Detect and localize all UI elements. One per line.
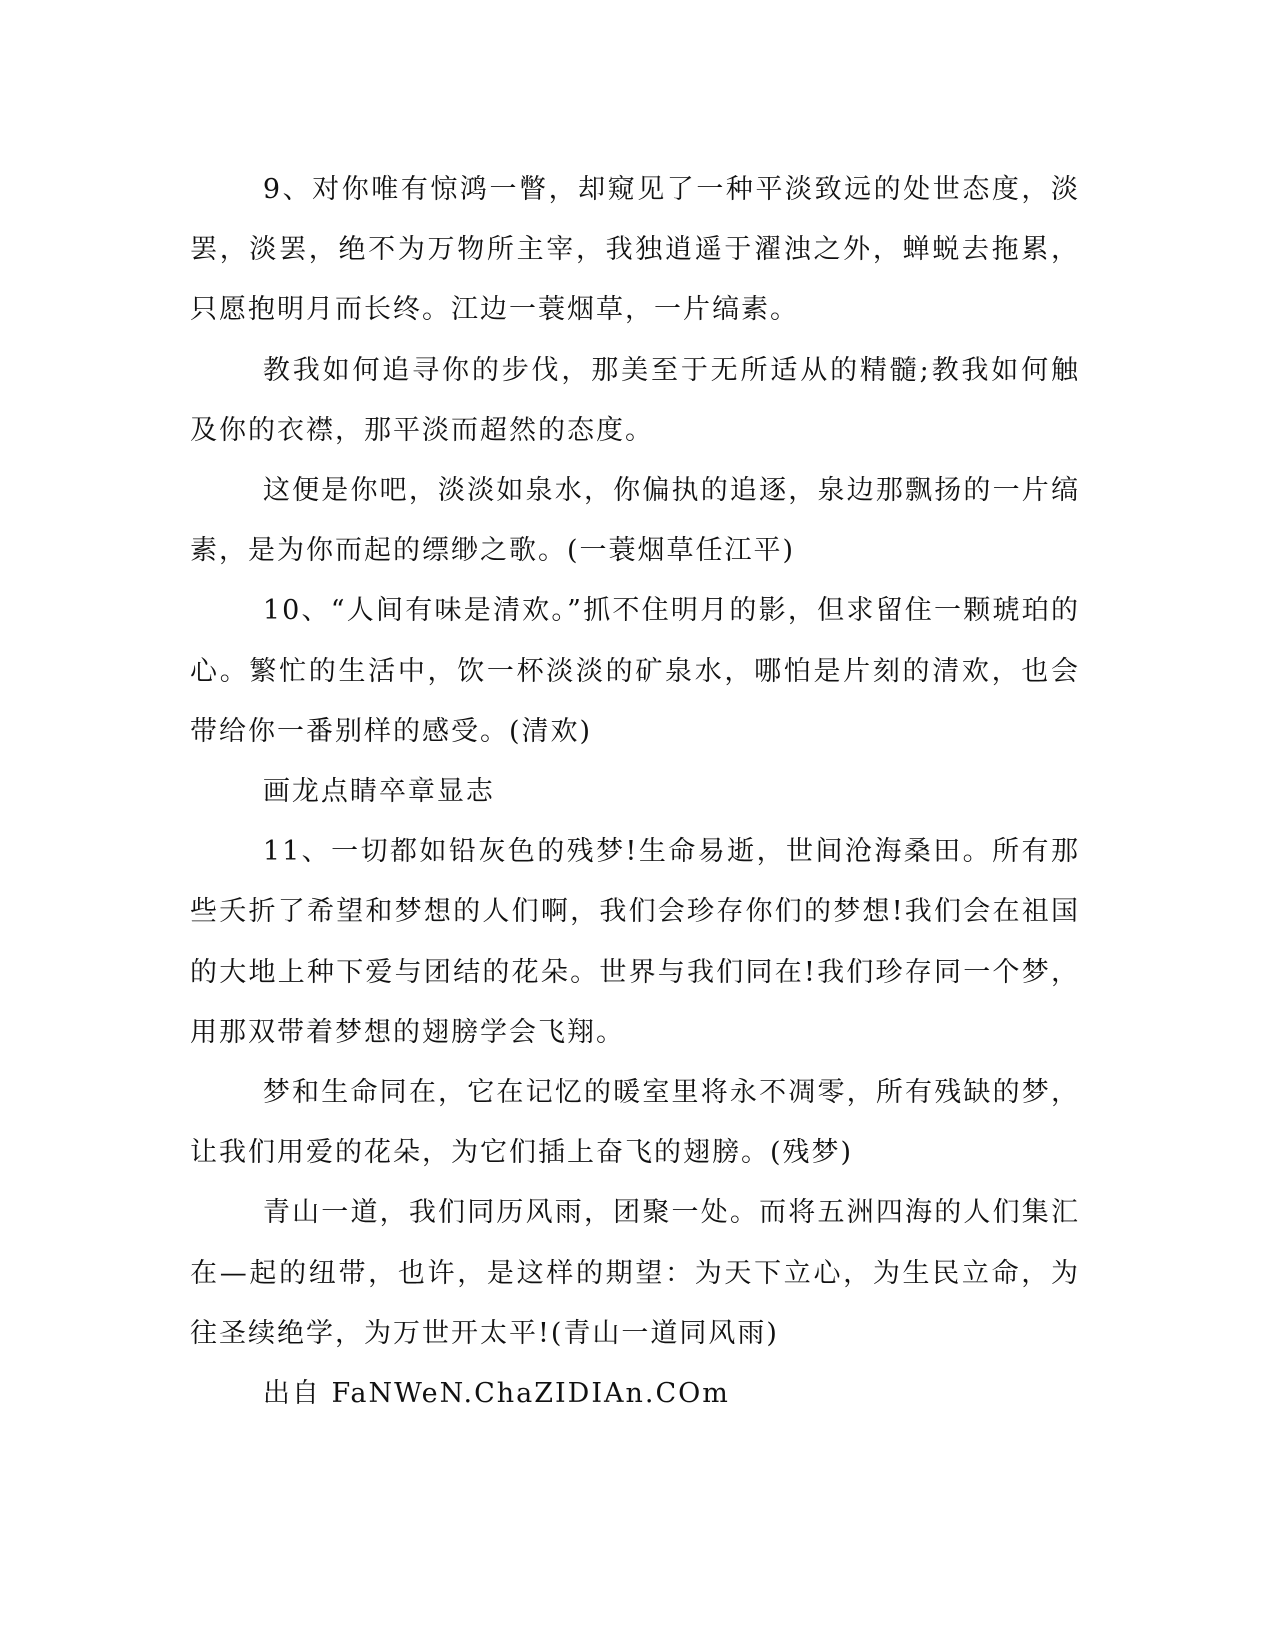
paragraph-10: 10、“人间有味是清欢。”抓不住明月的影，但求留住一颗琥珀的心。繁忙的生活中，饮一杯淡淡的矿泉水，哪怕是片刻的清欢，也会带给你一番别样的感受。(清欢) [190, 595, 1080, 747]
paragraph-mountain: 青山一道，我们同历风雨，团聚一处。而将五洲四海的人们集汇在—起的纽带，也许，是这样的期望：为天下立心，为生民立命，为往圣续绝学，为万世开太平!(青山一道同风雨) [190, 1197, 1080, 1349]
document-body [190, 160, 1080, 1424]
paragraph-footsteps: 教我如何追寻你的步伐，那美至于无所适从的精髓;教我如何触及你的衣襟，那平淡而超然的态度。 [190, 354, 1080, 446]
paragraph-9: 9、对你唯有惊鸿一瞥，却窥见了一种平淡致远的处世态度，淡罢，淡罢，绝不为万物所主宰，我独逍遥于濯浊之外，蝉蜕去拖累，只愿抱明月而长终。江边一蓑烟草，一片缟素。 [190, 174, 1080, 326]
source-line: 出自 FaNWeN.ChaZIDIAn.COm [262, 1378, 730, 1410]
section-heading: 画龙点睛卒章显志 [262, 776, 495, 808]
paragraph-dream: 梦和生命同在，它在记忆的暖室里将永不凋零，所有残缺的梦，让我们用爱的花朵，为它们插上奋飞的翅膀。(残梦) [190, 1077, 1080, 1169]
paragraph-11: 11、一切都如铅灰色的残梦!生命易逝，世间沧海桑田。所有那些夭折了希望和梦想的人们啊，我们会珍存你们的梦想!我们会在祖国的大地上种下爱与团结的花朵。世界与我们同在!我们珍存同一个梦，用那双带着梦想的翅膀学会飞翔。 [190, 836, 1080, 1048]
paragraph-spring: 这便是你吧，淡淡如泉水，你偏执的追逐，泉边那飘扬的一片缟素，是为你而起的缥缈之歌。(一蓑烟草任江平) [190, 475, 1080, 567]
